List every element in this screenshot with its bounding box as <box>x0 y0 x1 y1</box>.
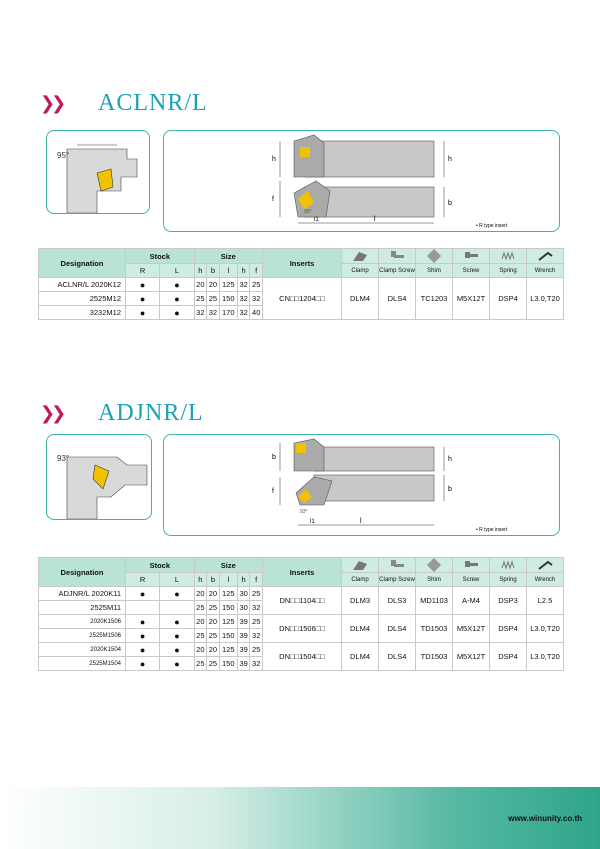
svg-text:l1: l1 <box>314 217 319 223</box>
svg-text:93°: 93° <box>300 509 308 515</box>
col-inserts: Inserts <box>263 249 342 278</box>
website-link[interactable]: www.winunity.co.th <box>508 814 582 823</box>
table-row: 2525M12 ● ● 25 25 150 32 32 <box>39 292 564 306</box>
svg-text:l1: l1 <box>310 519 315 525</box>
svg-text:95°: 95° <box>304 209 312 215</box>
col-spring: Spring <box>490 264 527 278</box>
table-row: 3232M12 ● ● 32 32 170 32 40 <box>39 306 564 320</box>
tool-diagram <box>164 131 559 231</box>
section-title-aclnr <box>40 90 208 117</box>
col-wrench: Wrench <box>527 264 564 278</box>
svg-text:h: h <box>448 456 452 463</box>
col-shim: Shim <box>416 573 453 587</box>
col-size: Size <box>194 249 262 264</box>
table-row: 2525M1504 ● ● 25 25 150 39 32 <box>39 657 564 671</box>
angle-diagram <box>47 131 149 213</box>
col-spring: Spring <box>490 573 527 587</box>
clamp-screw-icon <box>379 558 416 573</box>
clamp-screw-icon <box>379 249 416 264</box>
spec-table-adjnr <box>38 557 564 671</box>
tool-diagram-box <box>163 130 560 232</box>
shim-icon <box>416 249 453 264</box>
clamp-icon <box>342 249 379 264</box>
col-r: R <box>126 573 160 587</box>
spec-table-aclnr <box>38 248 564 320</box>
table-row: 2020K1504 ● ● 20 20 125 39 25 DN□□1504□□ DLM4 DLS4 TD1503 M5X12T DSP4 L3.0,T20 <box>39 643 564 657</box>
angle-diagram-box <box>46 434 152 520</box>
svg-text:• R type insert: • R type insert <box>476 527 508 533</box>
section-name: ADJNR/L <box>98 400 204 426</box>
double-chevron-icon: ❯❯ <box>40 403 63 424</box>
col-l: L <box>160 264 194 278</box>
svg-text:• R type insert: • R type insert <box>476 223 508 229</box>
wrench-icon <box>527 558 564 573</box>
col-inserts: Inserts <box>263 558 342 587</box>
col-clamp-screw: Clamp Screw <box>379 264 416 278</box>
tool-diagram-box <box>163 434 560 536</box>
col-wrench: Wrench <box>527 573 564 587</box>
table-row: ACLNR/L 2020K12 ● ● 20 20 125 32 25 CN□□1204□□ DLM4 DLS4 TC1203 M5X12T DSP4 L3.0,T20 <box>39 278 564 292</box>
col-designation: Designation <box>39 558 126 587</box>
col-screw: Screw <box>453 573 490 587</box>
table-row: 2525M1506 ● ● 25 25 150 39 32 <box>39 629 564 643</box>
angle-diagram <box>47 435 151 519</box>
col-f: f <box>250 573 263 587</box>
double-chevron-icon: ❯❯ <box>40 93 63 114</box>
spring-icon <box>490 558 527 573</box>
col-screw: Screw <box>453 264 490 278</box>
col-h2: h <box>237 573 250 587</box>
clamp-icon <box>342 558 379 573</box>
insert-code: DN□□1506□□ <box>263 615 342 643</box>
screw-icon <box>453 249 490 264</box>
svg-text:h: h <box>448 156 452 163</box>
col-clamp: Clamp <box>342 573 379 587</box>
table-row: 2020K1506 ● ● 20 20 125 39 25 DN□□1506□□ DLM4 DLS4 TD1503 M5X12T DSP4 L3.0,T20 <box>39 615 564 629</box>
svg-text:f: f <box>272 488 274 495</box>
svg-text:95°: 95° <box>57 151 70 160</box>
svg-text:b: b <box>272 454 276 461</box>
col-clamp: Clamp <box>342 264 379 278</box>
wrench-icon <box>527 249 564 264</box>
svg-text:b: b <box>448 486 452 493</box>
svg-text:l: l <box>360 518 362 525</box>
insert-code: DN□□1504□□ <box>263 643 342 671</box>
table-row: 2525M11 25 25 150 30 32 <box>39 601 564 615</box>
insert-code: DN□□1104□□ <box>263 587 342 615</box>
col-stock: Stock <box>126 249 195 264</box>
col-f: f <box>250 264 263 278</box>
tool-diagram <box>164 435 559 535</box>
svg-text:f: f <box>272 196 274 203</box>
col-r: R <box>126 264 160 278</box>
svg-text:93°: 93° <box>57 454 70 463</box>
col-size: Size <box>194 558 262 573</box>
col-length: l <box>219 573 237 587</box>
angle-diagram-box <box>46 130 150 214</box>
section-name: ACLNR/L <box>98 90 208 116</box>
insert-code: CN□□1204□□ <box>263 278 342 320</box>
col-clamp-screw: Clamp Screw <box>379 573 416 587</box>
col-b: b <box>207 573 220 587</box>
col-designation: Designation <box>39 249 126 278</box>
col-h2: h <box>237 264 250 278</box>
col-shim: Shim <box>416 264 453 278</box>
spring-icon <box>490 249 527 264</box>
svg-text:b: b <box>448 200 452 207</box>
col-h: h <box>194 264 207 278</box>
screw-icon <box>453 558 490 573</box>
section-title-adjnr <box>40 400 204 427</box>
shim-icon <box>416 558 453 573</box>
col-b: b <box>207 264 220 278</box>
svg-text:l: l <box>374 216 376 223</box>
table-row: ADJNR/L 2020K11 ● ● 20 20 125 30 25 DN□□1104□□ DLM3 DLS3 MD1103 A-M4 DSP3 L2.5 <box>39 587 564 601</box>
col-l: L <box>160 573 194 587</box>
col-stock: Stock <box>126 558 195 573</box>
col-length: l <box>219 264 237 278</box>
svg-text:h: h <box>272 156 276 163</box>
col-h: h <box>194 573 207 587</box>
